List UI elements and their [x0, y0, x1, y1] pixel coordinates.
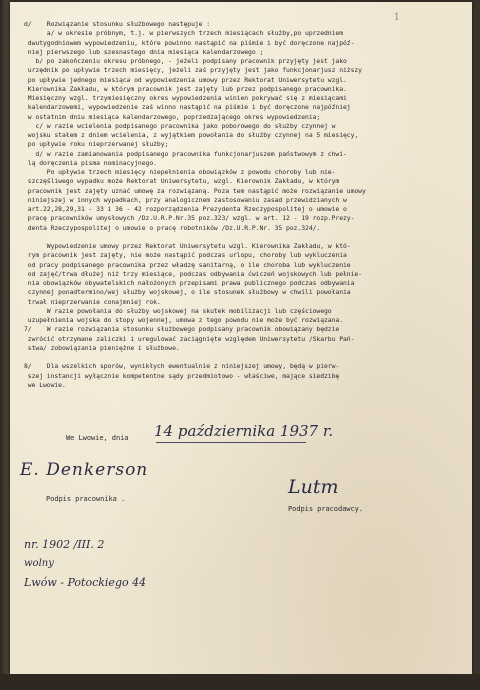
text-line: Kierownika Zakładu, w którym pracownik jest zajęty lub przez podpisanego pracownika. — [24, 84, 347, 93]
text-line: niniejszej w innych wypadkach, przy analogicznem zastosowaniu zasad przewidzianych w — [24, 195, 347, 204]
text-line: d/ w razie zamianowania podpisanego pracownika funkcjonarjuszem państwowym z chwi- — [24, 149, 347, 158]
text-line: b/ po zakończeniu okresu próbnego, - jeżeli podpisany pracownik przyjęty jest jako — [24, 57, 347, 65]
text-line: 8/ Dla wszelkich sporów, wynikłych ewentualnie z niniejszej umowy, będą w pierw- — [24, 362, 340, 371]
employer-signature-label: Podpis pracodawcy. — [288, 505, 363, 513]
text-line: kalendarzowemi, wypowiedzenie zaś winno nastąpić na piśmie i być doręczone najpóźniej — [24, 103, 351, 112]
text-line: w ostatnim dniu miesiąca kalendarzowego, poprzedzającego okres wypowiedzenia; — [24, 112, 321, 121]
text-line: niej pierwszego lub szesnastego dnia miesiąca kalendarzowego ; — [24, 47, 264, 56]
text-line: stwa/ zobowiązania pieniężne i służbowe. — [24, 343, 180, 352]
text-line: po upływie jednego miesiąca od wypowiedzenia umowy przez Rektorat Uniwersytetu wzgl. — [24, 75, 347, 84]
scan-bottom-edge — [0, 674, 480, 690]
date-underline — [156, 442, 306, 443]
text-line: urzędnik po upływie trzech miesięcy, jeżeli zaś przyjęty jest jako funkcjonarjusz niższy — [24, 66, 362, 75]
text-line: czynnej ponadtermino/wej służby wojskowej, o ile stosunek służbowy w chwili powołania — [24, 288, 351, 297]
text-line: W razie powołania do służby wojskowej na skutek mobilizacji lub częściowego — [24, 306, 332, 315]
text-line: Miesięczny wzgl. trzymiesięczny okres wypowiedzenia winien pokrywać się z miesiącami — [24, 94, 347, 102]
page-mark: 1 — [393, 12, 400, 23]
text-line: rym pracownik jest zajęty, nie może nastąpić podczas urlopu, choroby lub wykluczenia — [24, 251, 347, 260]
text-line: art.22,28,29,31 - 33 i 36 - 42 rozporządzenia Prezydenta Rzeczypospolitej o umowie o — [24, 205, 347, 213]
employer-signature: Lutm — [288, 476, 339, 498]
text-line: dwutygodniowem wypowiedzeniu, które powinno nastąpić na piśmie i być doręczone najpóź- — [24, 38, 355, 47]
handwritten-note-number: nr. 1902 /III. 2 — [24, 538, 105, 551]
handwritten-note-status: wolny — [24, 558, 54, 569]
text-line: 7/ W razie rozwiązania stosunku służbowego podpisany pracownik obowiązany będzie — [24, 325, 340, 334]
text-line: denta Rzeczypospolitej o umowie o pracę robotników /Dz.U.R.P.Nr. 35 poz.324/. — [24, 223, 321, 232]
text-line: szczęśliwego wypadku może Rektorat Uniwersytetu, wzgl. Kierownik Zakładu, w którym — [24, 177, 340, 186]
handwritten-note-address: Lwów - Potockiego 44 — [24, 576, 147, 589]
document-page — [10, 2, 472, 674]
text-line: we Lwowie. — [24, 380, 66, 389]
text-line: pracę pracowników umysłowych /Dz.U.R.P.Nr.35 poz.323/ wzgl. w art. 12 - 19 rozp.Prezy- — [24, 214, 355, 223]
text-line: nia obowiązków obywatelskich nałożonych przepisami prawa publicznego podczas odbywania — [24, 279, 355, 287]
employee-signature: E. Denkerson — [20, 460, 149, 480]
text-line: szej instancji wyłącznie kompetentne sądy przedmiotowo - właściwe, mające siedzibę — [24, 371, 340, 380]
text-line: Po upływie trzech miesięcy niepełnienia obowiązków z powodu choroby lub nie- — [24, 168, 336, 176]
text-line: zwrócić otrzymane zaliczki i uregulować zaciągnięte względem Uniwersytetu /Skarbu Pań- — [24, 334, 355, 343]
text-line: d/ Rozwiązanie stosunku służbowego następuje : — [24, 20, 211, 28]
text-line: wojsku stałem z dniem wcielenia, z wyjątkiem powołania do służby czynnej na 5 miesięcy, — [24, 131, 359, 139]
text-line: pracownik jest zajęty uznać umowę za rozwiązaną. Poza tem nastąpić może rozwiązanie umowy — [24, 186, 366, 195]
text-line: uzupełnienia wojska do stopy wojennej, umowa z tego powodu nie może być rozwiązana. — [24, 316, 343, 324]
date-prefix: We Lwowie, dnia — [66, 434, 129, 442]
text-line: od pracy podpisanego pracownika przez władzę sanitarną, o ile choroba lub wykluczenie — [24, 260, 351, 269]
text-line: c/ w razie wcielenia podpisanego pracownika jako poborowego do służby czynnej w — [24, 121, 336, 130]
employee-signature-label: Podpis pracownika . — [46, 495, 126, 503]
text-line: lą doręczenia pisma nominacyjnego. — [24, 158, 157, 167]
text-line: trwał nieprzerwanie conajmniej rok. — [24, 297, 161, 306]
text-line: po upływie roku nieprzerwanej służby; — [24, 140, 169, 149]
handwritten-date: 14 października 1937 r. — [154, 422, 334, 440]
text-line: Wypowiedzenie umowy przez Rektorat Uniwersytetu wzgl. Kierownika Zakładu, w któ- — [24, 242, 351, 250]
text-line: od zajęć/trwa dłużej niż trzy miesiące, podczas odbywania ćwiczeń wojskowych lub pełnie- — [24, 269, 362, 278]
text-line: a/ w okresie próbnym, t.j. w pierwszych trzech miesiącach służby,po uprzedniem — [24, 29, 343, 38]
